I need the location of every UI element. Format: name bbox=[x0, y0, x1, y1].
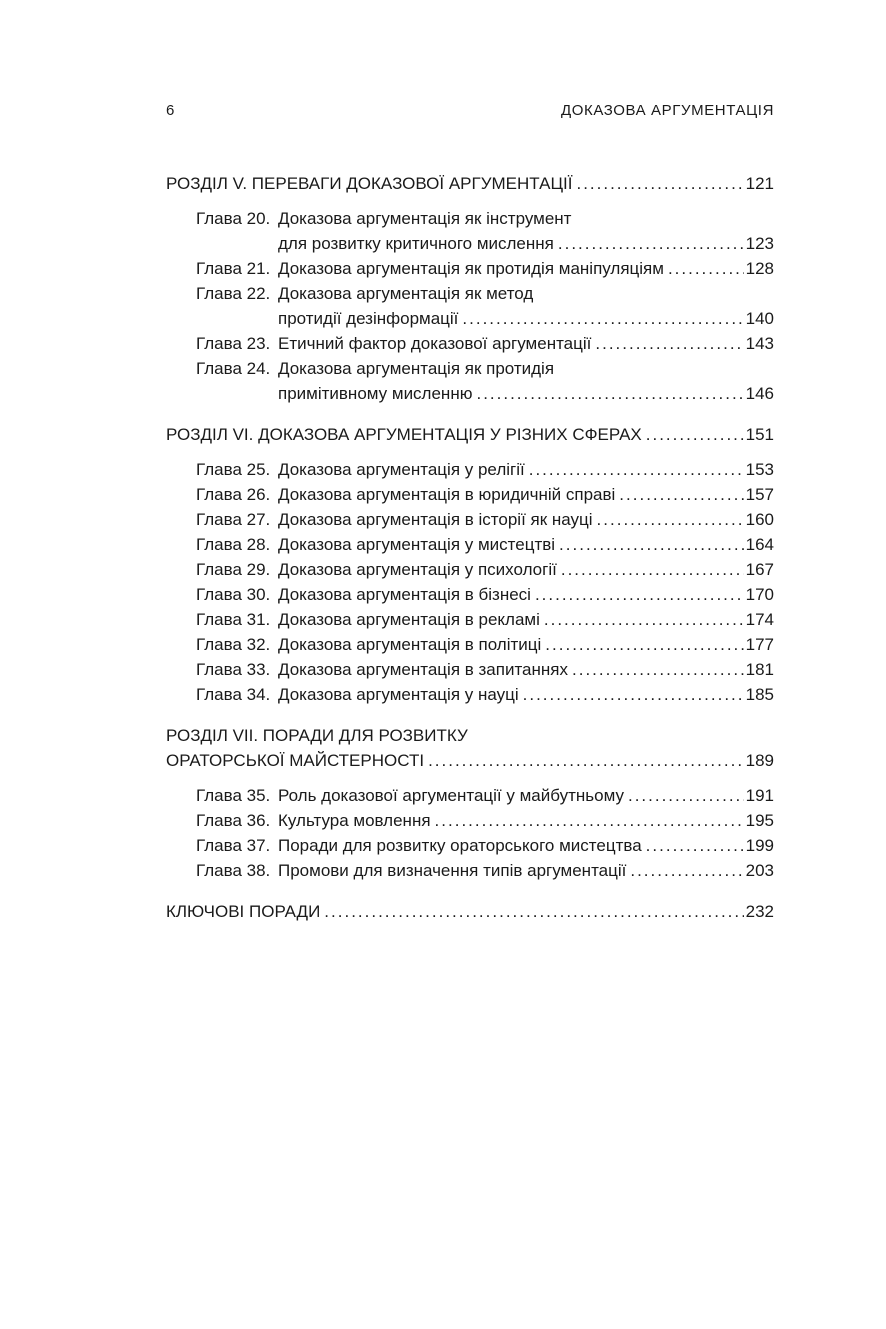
toc-section bbox=[166, 422, 774, 707]
toc-chapter-entry[interactable] bbox=[166, 256, 774, 281]
toc-entry-title: для розвитку критичного мислення bbox=[278, 234, 554, 253]
dot-leader bbox=[476, 381, 743, 406]
chapter-label: Глава 26. bbox=[196, 485, 271, 504]
chapter-title-row bbox=[278, 482, 774, 507]
chapter-title-row bbox=[278, 582, 774, 607]
toc-page-number: 185 bbox=[745, 685, 774, 704]
toc-entry-title: Доказова аргументація в політиці bbox=[278, 635, 542, 654]
toc-entry-title: Етичний фактор доказової аргументації bbox=[278, 334, 592, 353]
chapter-title-row bbox=[278, 632, 774, 657]
chapter-title-row bbox=[278, 557, 774, 582]
dot-leader bbox=[630, 858, 743, 883]
chapter-title-row bbox=[278, 858, 774, 883]
toc-page-number: 170 bbox=[745, 585, 774, 604]
toc-entry-title: РОЗДІЛ V. ПЕРЕВАГИ ДОКАЗОВОЇ АРГУМЕНТАЦІЇ bbox=[166, 174, 573, 193]
chapter-title-line: Доказова аргументація як протидія bbox=[278, 359, 555, 378]
dot-leader bbox=[544, 607, 744, 632]
dot-leader bbox=[558, 231, 744, 256]
page-header bbox=[166, 102, 774, 119]
toc-page-number: 203 bbox=[745, 861, 774, 880]
dot-leader bbox=[545, 632, 743, 657]
chapter-label: Глава 30. bbox=[196, 585, 271, 604]
dot-leader bbox=[529, 457, 744, 482]
chapter-body bbox=[278, 457, 774, 482]
toc-chapter-entry[interactable] bbox=[166, 331, 774, 356]
toc-page-number: 143 bbox=[745, 334, 774, 353]
toc-chapter-entry[interactable] bbox=[166, 457, 774, 482]
chapter-label: Глава 23. bbox=[196, 334, 271, 353]
dot-leader bbox=[646, 422, 744, 447]
toc-entry-title: протидії дезінформації bbox=[278, 309, 459, 328]
section-title-line: РОЗДІЛ VII. ПОРАДИ ДЛЯ РОЗВИТКУ bbox=[166, 726, 468, 745]
section-title-row bbox=[166, 171, 774, 196]
toc-page-number: 160 bbox=[745, 510, 774, 529]
chapter-body bbox=[278, 557, 774, 582]
page-number: 6 bbox=[166, 102, 175, 119]
toc-chapter-entry[interactable] bbox=[166, 356, 774, 406]
chapter-label: Глава 34. bbox=[196, 685, 271, 704]
chapter-body bbox=[278, 532, 774, 557]
chapter-label: Глава 25. bbox=[196, 460, 271, 479]
toc-entry-title: Доказова аргументація у психології bbox=[278, 560, 557, 579]
toc-chapter-entry[interactable] bbox=[166, 858, 774, 883]
toc-chapter-entry[interactable] bbox=[166, 682, 774, 707]
toc-entry-title: Доказова аргументація в історії як науці bbox=[278, 510, 593, 529]
dot-leader bbox=[572, 657, 744, 682]
chapter-title-row bbox=[278, 783, 774, 808]
toc-entry-title: Доказова аргументація у науці bbox=[278, 685, 519, 704]
toc-chapter-entry[interactable] bbox=[166, 632, 774, 657]
toc-page-number: 151 bbox=[745, 425, 774, 444]
chapter-body bbox=[278, 356, 774, 406]
chapter-label: Глава 38. bbox=[196, 861, 271, 880]
dot-leader bbox=[435, 808, 744, 833]
chapter-label: Глава 31. bbox=[196, 610, 271, 629]
chapter-title-line: Доказова аргументація як інструмент bbox=[278, 209, 572, 228]
chapter-label: Глава 24. bbox=[196, 359, 271, 378]
chapter-body bbox=[278, 783, 774, 808]
chapter-body bbox=[278, 657, 774, 682]
toc-entry-title: ОРАТОРСЬКОЇ МАЙСТЕРНОСТІ bbox=[166, 751, 425, 770]
toc-page-number: 121 bbox=[745, 174, 774, 193]
dot-leader bbox=[535, 582, 744, 607]
toc-entry-key-tips[interactable] bbox=[166, 899, 774, 924]
chapter-title-row bbox=[278, 808, 774, 833]
toc-page-number: 174 bbox=[745, 610, 774, 629]
dot-leader bbox=[576, 171, 743, 196]
chapter-title-row bbox=[278, 657, 774, 682]
section-heading[interactable] bbox=[166, 171, 774, 196]
toc-chapter-entry[interactable] bbox=[166, 532, 774, 557]
dot-leader bbox=[619, 482, 743, 507]
toc-entry-title: Промови для визначення типів аргументації bbox=[278, 861, 627, 880]
dot-leader bbox=[428, 748, 744, 773]
chapter-label: Глава 20. bbox=[196, 209, 271, 228]
toc-chapter-entry[interactable] bbox=[166, 507, 774, 532]
dot-leader bbox=[523, 682, 744, 707]
section-title-row bbox=[166, 748, 774, 773]
chapter-title-row bbox=[278, 507, 774, 532]
toc-chapter-entry[interactable] bbox=[166, 808, 774, 833]
toc-entry-title: РОЗДІЛ VI. ДОКАЗОВА АРГУМЕНТАЦІЯ У РІЗНИХ СФЕРАХ bbox=[166, 425, 642, 444]
toc-page-number: 164 bbox=[745, 535, 774, 554]
toc-chapter-entry[interactable] bbox=[166, 783, 774, 808]
toc-page-number: 167 bbox=[745, 560, 774, 579]
toc-entry-title: Доказова аргументація в рекламі bbox=[278, 610, 540, 629]
dot-leader bbox=[561, 557, 744, 582]
chapter-title-row bbox=[278, 381, 774, 406]
chapter-title-row bbox=[278, 532, 774, 557]
toc-chapter-entry[interactable] bbox=[166, 607, 774, 632]
chapter-label: Глава 22. bbox=[196, 284, 271, 303]
toc-page-number: 199 bbox=[745, 836, 774, 855]
chapter-title-line: Доказова аргументація як метод bbox=[278, 284, 534, 303]
section-heading[interactable] bbox=[166, 422, 774, 447]
chapter-title-row bbox=[278, 256, 774, 281]
chapter-body bbox=[278, 331, 774, 356]
toc-entry-title: Доказова аргументація як протидія маніпуляціям bbox=[278, 259, 664, 278]
chapter-title-row bbox=[278, 607, 774, 632]
toc-page-number: 153 bbox=[745, 460, 774, 479]
chapter-title-row bbox=[278, 833, 774, 858]
chapter-title-row bbox=[278, 457, 774, 482]
chapter-label: Глава 21. bbox=[196, 259, 271, 278]
dot-leader bbox=[668, 256, 744, 281]
dot-leader bbox=[559, 532, 744, 557]
chapter-label: Глава 36. bbox=[196, 811, 271, 830]
toc-page-number: 232 bbox=[745, 902, 774, 921]
chapter-label: Глава 33. bbox=[196, 660, 271, 679]
chapter-label: Глава 37. bbox=[196, 836, 271, 855]
toc-entry-title: примітивному мисленню bbox=[278, 384, 473, 403]
toc-chapter-entry[interactable] bbox=[166, 206, 774, 256]
toc-chapter-entry[interactable] bbox=[166, 557, 774, 582]
chapter-title-row bbox=[278, 682, 774, 707]
toc-page-number: 177 bbox=[745, 635, 774, 654]
toc-page-number: 123 bbox=[745, 234, 774, 253]
chapter-title-row bbox=[278, 231, 774, 256]
toc-entry-title: КЛЮЧОВІ ПОРАДИ bbox=[166, 902, 321, 921]
dot-leader bbox=[646, 833, 744, 858]
toc-entry-title: Доказова аргументація у релігії bbox=[278, 460, 525, 479]
chapter-body bbox=[278, 507, 774, 532]
dot-leader bbox=[628, 783, 744, 808]
toc-page-number: 191 bbox=[745, 786, 774, 805]
chapter-label: Глава 32. bbox=[196, 635, 271, 654]
toc-entry-title: Доказова аргументація в юридичній справі bbox=[278, 485, 616, 504]
toc-page-number: 195 bbox=[745, 811, 774, 830]
dot-leader bbox=[595, 331, 743, 356]
chapter-body bbox=[278, 833, 774, 858]
chapter-body bbox=[278, 858, 774, 883]
chapter-label: Глава 28. bbox=[196, 535, 271, 554]
running-title: ДОКАЗОВА АРГУМЕНТАЦІЯ bbox=[561, 102, 774, 119]
toc-page-number: 140 bbox=[745, 309, 774, 328]
dot-leader bbox=[597, 507, 744, 532]
chapter-body bbox=[278, 281, 774, 331]
chapter-label: Глава 29. bbox=[196, 560, 271, 579]
chapter-body bbox=[278, 607, 774, 632]
toc-page-number: 146 bbox=[745, 384, 774, 403]
toc-chapter-entry[interactable] bbox=[166, 281, 774, 331]
table-of-contents bbox=[166, 171, 774, 924]
chapter-title-row bbox=[278, 331, 774, 356]
toc-entry-title: Поради для розвитку ораторського мистецтва bbox=[278, 836, 642, 855]
chapter-label: Глава 27. bbox=[196, 510, 271, 529]
toc-entry-title: Доказова аргументація в запитаннях bbox=[278, 660, 568, 679]
dot-leader bbox=[324, 899, 743, 924]
chapter-body bbox=[278, 632, 774, 657]
toc-chapter-entry[interactable] bbox=[166, 482, 774, 507]
chapter-body bbox=[278, 582, 774, 607]
toc-section bbox=[166, 723, 774, 883]
toc-page-number: 189 bbox=[745, 751, 774, 770]
toc-entry-title: Доказова аргументація в бізнесі bbox=[278, 585, 531, 604]
toc-section bbox=[166, 171, 774, 406]
chapter-body bbox=[278, 482, 774, 507]
toc-page-number: 157 bbox=[745, 485, 774, 504]
toc-entry-title: Роль доказової аргументації у майбутньому bbox=[278, 786, 624, 805]
section-heading[interactable] bbox=[166, 723, 774, 773]
chapter-body bbox=[278, 682, 774, 707]
toc-chapter-entry[interactable] bbox=[166, 833, 774, 858]
chapter-body bbox=[278, 256, 774, 281]
chapter-title-row bbox=[278, 306, 774, 331]
toc-page-number: 128 bbox=[745, 259, 774, 278]
dot-leader bbox=[462, 306, 743, 331]
chapter-label: Глава 35. bbox=[196, 786, 271, 805]
toc-sections bbox=[166, 171, 774, 883]
section-title-row bbox=[166, 422, 774, 447]
chapter-body bbox=[278, 206, 774, 256]
chapter-body bbox=[278, 808, 774, 833]
toc-entry-title: Доказова аргументація у мистецтві bbox=[278, 535, 556, 554]
toc-page-number: 181 bbox=[745, 660, 774, 679]
toc-chapter-entry[interactable] bbox=[166, 657, 774, 682]
toc-chapter-entry[interactable] bbox=[166, 582, 774, 607]
toc-entry-title: Культура мовлення bbox=[278, 811, 431, 830]
